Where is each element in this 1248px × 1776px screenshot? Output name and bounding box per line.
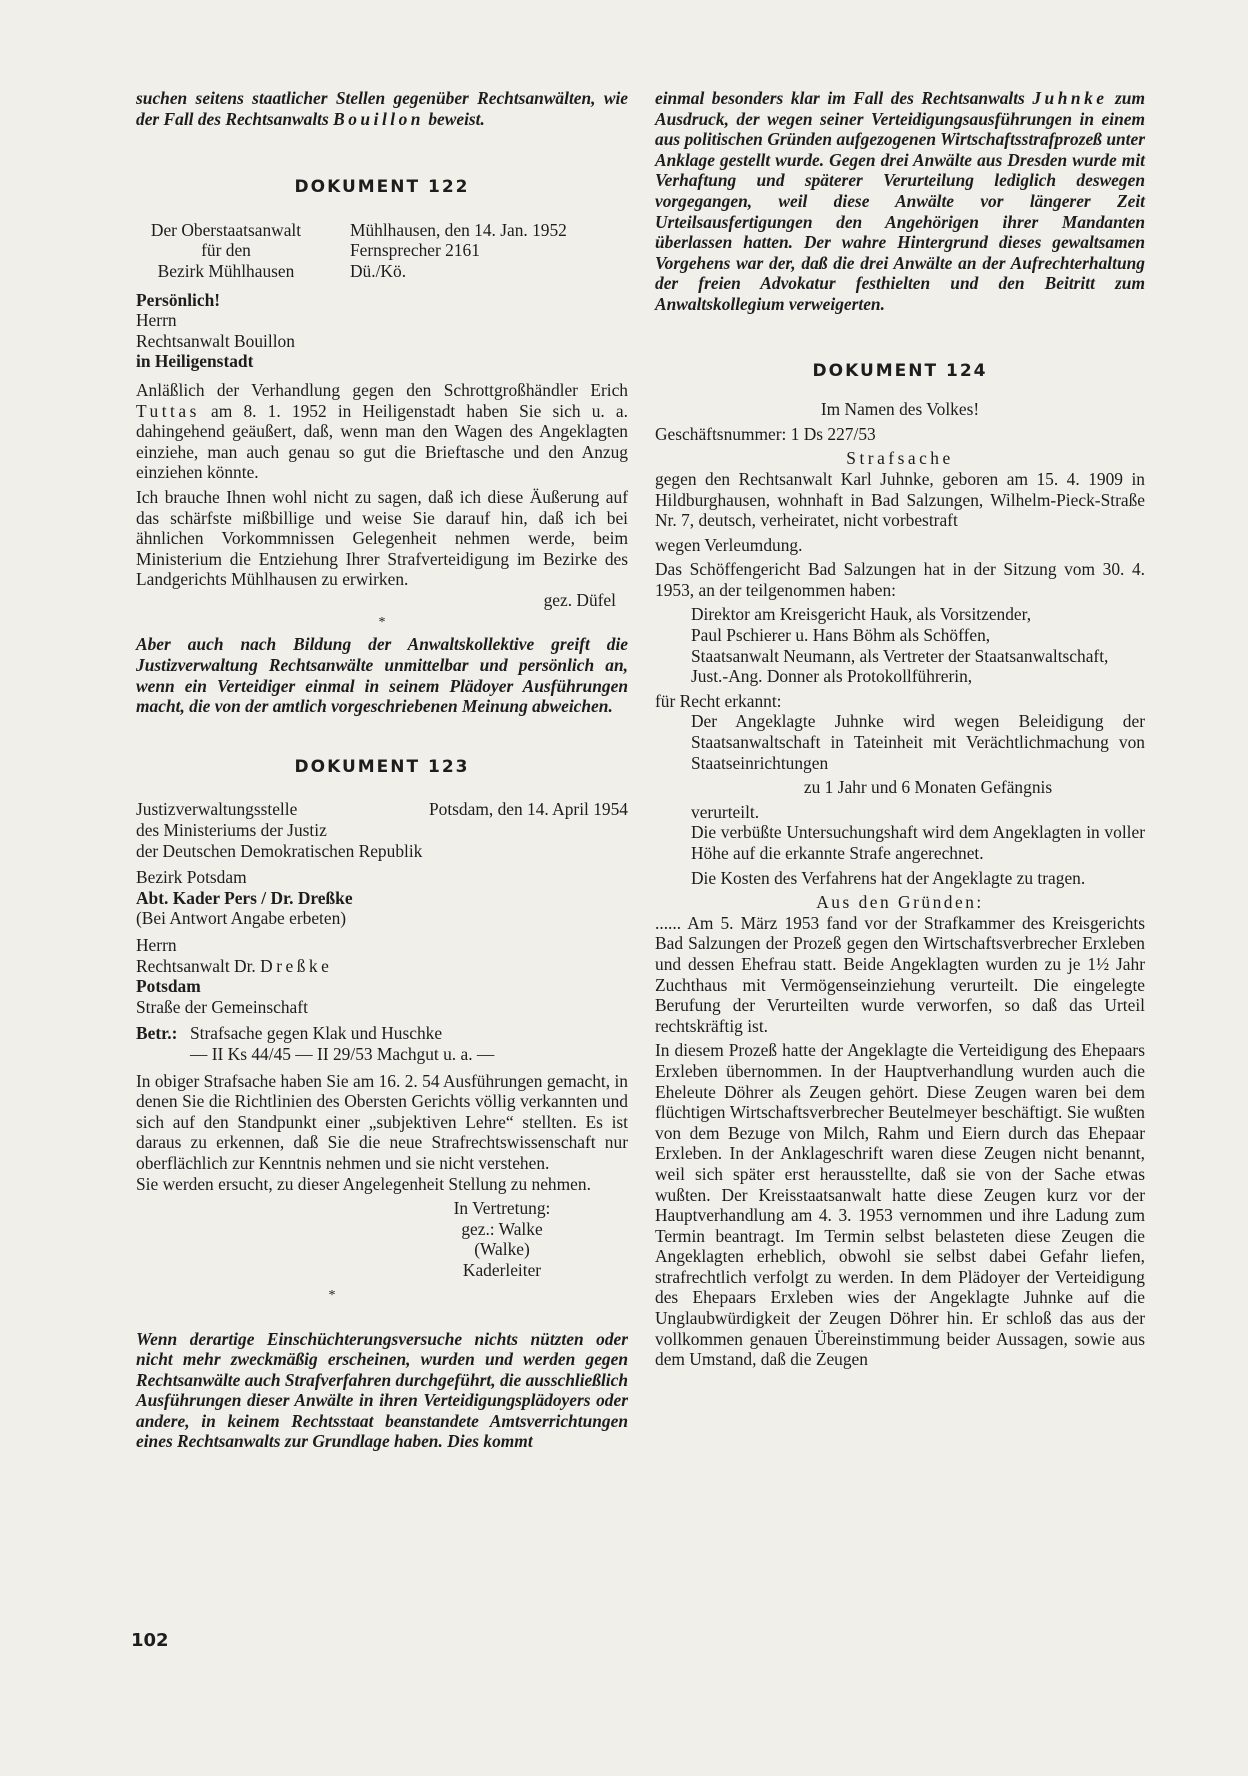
commentary-paragraph: Aber auch nach Bildung der Anwaltskollektive greift die Justizverwaltung Rechtsanwälte unmittelbar und persönlich an, wenn ein Verteidiger einmal in seinem Plädoyer Ausführungen macht, die von der amtlich vorgeschriebenen Meinung abweichen. xyxy=(136,634,628,717)
date-block: Mühlhausen, den 14. Jan. 1952 Fernsprecher 2161 Dü./Kö. xyxy=(350,219,567,281)
court-members: Direktor am Kreisgericht Hauk, als Vorsitzender, Paul Pschierer u. Hans Böhm als Schöffen, Staatsanwalt Neumann, als Vertreter der Staatsanwaltschaft, Just.-Ang. Donner als Protokollführerin, xyxy=(691,604,1109,687)
commentary-paragraph: Wenn derartige Einschüchterungsversuche nichts nützten oder nicht mehr zweckmäßig erscheinen, wurden und werden gegen Rechtsanwälte auch Strafverfahren durchgeführt, die ausschließlich Ausführungen dieser Anwälte in ihren Verteidigungsplädoyers oder andere, in keinem Rechtsstaat beanstandete Amtsverrichtungen eines Rechtsanwalts zur Grundlage haben. Dies kommt xyxy=(136,1328,628,1452)
document-123-title: DOKUMENT 123 xyxy=(294,756,470,777)
letter-body-paragraph: Sie werden ersucht, zu dieser Angelegenheit Stellung zu nehmen. xyxy=(136,1173,591,1194)
case-number: Geschäftsnummer: 1 Ds 227/53 xyxy=(655,423,876,444)
verdict-block: Der Angeklagte Juhnke wird wegen Beleidigung der Staatsanwaltschaft in Tateinheit mit Verächtlichmachung von Staatseinrichtungen zu 1 Jahr und 6 Monaten Gefängnis verurteilt. Die verbüßte Untersuchungshaft wird dem Angeklagten in voller Höhe auf die erkannte Strafe angerechnet. Die Kosten des Verfahrens hat der Angeklagte zu tragen. xyxy=(691,711,1145,888)
signature: gez. Düfel xyxy=(543,589,616,610)
verdict-heading: Im Namen des Volkes! xyxy=(820,399,980,420)
document-122-title: DOKUMENT 122 xyxy=(294,177,470,198)
case-type: Strafsache xyxy=(846,448,954,469)
left-column: suchen seitens staatlicher Stellen gegenüber Rechtsanwälten, wie der Fall des Rechtsanwalts Bouillon beweist. DOKUMENT 122 Der Oberstaatsanwalt für den Bezirk Mühlhausen Mühlhausen, den 14. Jan. 1952 Fernsprecher 2161 Dü./Kö. Persönlich! Herrn Rechtsanwalt Bouillon in Heiligenstadt Anläßlich der Verhandlung gegen den Schrottgroßhändler Erich Tuttas am 8. 1. 1952 in Heiligenstadt haben Sie sich u. a. dahingehend geäußert, daß, wenn man den Wagen des Angeklagten einziehe, man auch genau so gut die Brieftasche und den Anzug einziehen könnte. Ich brauche Ihnen wohl nicht zu sagen, daß ich diese Äußerung auf das schärfste mißbillige und weise Sie darauf hin, daß ich bei ähnlichen Vorkommnissen Gelegenheit nehmen werde, beim Ministerium die Entziehung Ihrer Strafverteidigung im Bezirke des Landgerichts Mühlhausen zu erwirken. gez. Düfel * Aber auch nach Bildung der Anwaltskollektive greift die Justizverwaltung Rechtsanwälte unmittelbar und persönlich an, wenn ein Verteidiger einmal in seinem Plädoyer Ausführungen macht, die von der amtlich vorgeschriebenen Meinung abweichen. DOKUMENT 123 Justizverwaltungsstelle Potsdam, den 14. April 1954 des Ministeriums der Justiz der Deutschen Demokratischen Republik Bezirk Potsdam Abt. Kader Pers / Dr. Dreßke (Bei Antwort Angabe erbeten) Herrn Rechtsanwalt Dr. Dreßke Potsdam Straße der Gemeinschaft Betr.: Strafsache gegen Klak und Huschke — II Ks 44/45 — II 29/53 Machgut u. a. — In obiger Strafsache haben Sie am 16. 2. 54 Ausführungen gemacht, in denen Sie die Richtlinien des Obersten Gerichts völlig verkannten und sich auf den Standpunkt einer „subjektiven Lehre“ stellten. Es ist daraus zu erkennen, daß Sie die neue Strafrechtswissenschaft nur oberflächlich zur Kenntnis nehmen und sie nicht verstehen. Sie werden ersucht, zu dieser Angelegenheit Stellung zu nehmen. In Vertretung: gez.: Walke (Walke) Kaderleiter * Wenn derartige Einschüchterungsversuche nichts nützten oder nicht mehr zweckmäßig erscheinen, wurden und werden gegen Rechtsanwälte auch Strafverfahren durchgeführt, die ausschließlich Ausführungen dieser Anwälte in ihren Verteidigungsplädoyers oder andere, in keinem Rechtsstaat beanstandete Amtsverrichtungen eines Rechtsanwalts zur Grundlage haben. Dies kommt xyxy=(136,88,628,1452)
commentary-paragraph: einmal besonders klar im Fall des Rechtsanwalts Juhnke zum Ausdruck, der wegen seiner Verteidigungsausführungen in einem aus politischen Gründen aufgezogenen Wirtschaftsstrafprozeß unter Anklage gestellt wurde. Gegen drei Anwälte aus Dresden wurde mit Verhaftung und späterer Verurteilung lediglich deswegen vorgegangen, weil diese Anwälte vor längerer Zeit Urteilsausfertigungen den Angehörigen ihrer Mandanten überlassen hatten. Der wahre Hintergrund dieses gewaltsamen Vorgehens war der, daß die drei Anwälte an der Aufrechterhaltung der freien Advokatur festhielten und den Beitritt zum Anwaltskollegium verweigerten. xyxy=(655,88,1145,314)
separator-star: * xyxy=(328,1287,336,1303)
reasons-heading: Aus den Gründen: xyxy=(816,892,984,913)
document-124-title: DOKUMENT 124 xyxy=(812,360,988,381)
letter-body-paragraph: In obiger Strafsache haben Sie am 16. 2. 54 Ausführungen gemacht, in denen Sie die Richtlinien des Obersten Gerichts völlig verkannten und sich auf den Standpunkt einer „subjektiven Lehre“ stellten. Es ist daraus zu erkennen, daß Sie die neue Strafrechtswissenschaft nur oberflächlich zur Kenntnis nehmen und sie nicht verstehen. xyxy=(136,1070,628,1173)
right-column: einmal besonders klar im Fall des Rechtsanwalts Juhnke zum Ausdruck, der wegen seiner Verteidigungsausführungen in einem aus politischen Gründen aufgezogenen Wirtschaftsstrafprozeß unter Anklage gestellt wurde. Gegen drei Anwälte aus Dresden wurde mit Verhaftung und späterer Verurteilung lediglich deswegen vorgegangen, weil diese Anwälte vor längerer Zeit Urteilsausfertigungen den Angehörigen ihrer Mandanten überlassen hatten. Der wahre Hintergrund dieses gewaltsamen Vorgehens war der, daß die drei Anwälte an der Aufrechterhaltung der freien Advokatur festhielten und den Beitritt zum Anwaltskollegium verweigerten. DOKUMENT 124 Im Namen des Volkes! Geschäftsnummer: 1 Ds 227/53 Strafsache gegen den Rechtsanwalt Karl Juhnke, geboren am 15. 4. 1909 in Hildburghausen, wohnhaft in Bad Salzungen, Wilhelm-Pieck-Straße Nr. 7, deutsch, verheiratet, nicht vorbestraft wegen Verleumdung. Das Schöffengericht Bad Salzungen hat in der Sitzung vom 30. 4. 1953, an der teilgenommen haben: Direktor am Kreisgericht Hauk, als Vorsitzender, Paul Pschierer u. Hans Böhm als Schöffen, Staatsanwalt Neumann, als Vertreter der Staatsanwaltschaft, Just.-Ang. Donner als Protokollführerin, für Recht erkannt: Der Angeklagte Juhnke wird wegen Beleidigung der Staatsanwaltschaft in Tateinheit mit Verächtlichmachung von Staatseinrichtungen zu 1 Jahr und 6 Monaten Gefängnis verurteilt. Die verbüßte Untersuchungshaft wird dem Angeklagten in voller Höhe auf die erkannte Strafe angerechnet. Die Kosten des Verfahrens hat der Angeklagte zu tragen. Aus den Gründen: ...... Am 5. März 1953 fand vor der Strafkammer des Kreisgerichts Bad Salzungen der Prozeß gegen den Wirtschaftsverbrecher Erxleben und dessen Ehefrau statt. Beide Angeklagten wurden zu je 1½ Jahr Zuchthaus mit Vermögenseinziehung verurteilt. Die eingelegte Berufung der Verurteilten wurde verworfen, so daß das Urteil rechtskräftig ist. In diesem Prozeß hatte der Angeklagte die Verteidigung des Ehepaars Erxleben übernommen. In der Hauptverhandlung wurden auch die Eheleute Döhrer als Zeugen gehört. Diese Zeugen waren bei dem flüchtigen Wirtschaftsverbrecher Beutelmeyer beschäftigt. Sie wußten von dem Bezuge von Milch, Rahm und Eiern durch das Ehepaar Erxleben. In der Anklageschrift waren diese Zeugen nicht benannt, weil sich später erst herausstellte, daß sie von der Sache etwas wußten. Der Kreisstaatsanwalt hatte diese Zeugen kurz vor der Hauptverhandlung am 4. 3. 1953 vernommen und ihre Ladung zum Termin beantragt. Im Termin selbst belasteten diese Zeugen die Angeklagten erheblich, obwohl sie selbst dabei Gefahr liefen, strafrechtlich verfolgt zu werden. In dem Plädoyer der Verteidigung des Ehepaars Erxleben wies der Angeklagte Juhnke auf die Unglaubwürdigkeit der Zeugen Döhrer hin. Er schloß das aus der vollkommen genauen Übereinstimmung beider Aussagen, sowie aus dem Umstand, daß die Zeugen xyxy=(655,88,1145,1370)
subject-line: Betr.: Strafsache gegen Klak und Huschke — II Ks 44/45 — II 29/53 Machgut u. a. — xyxy=(136,1023,495,1064)
sender-block: Der Oberstaatsanwalt für den Bezirk Mühlhausen xyxy=(150,219,302,281)
addressee: Herrn Rechtsanwalt Dr. Dreßke Potsdam Straße der Gemeinschaft xyxy=(136,935,333,1017)
signature-block: In Vertretung: gez.: Walke (Walke) Kaderleiter xyxy=(453,1198,551,1280)
separator-star: * xyxy=(378,615,386,631)
intro-paragraph: suchen seitens staatlicher Stellen gegenüber Rechtsanwälten, wie der Fall des Rechtsanwalts Bouillon beweist. xyxy=(136,88,628,129)
reasons-paragraph: In diesem Prozeß hatte der Angeklagte die Verteidigung des Ehepaars Erxleben übernommen. In der Hauptverhandlung wurden auch die Eheleute Döhrer als Zeugen gehört. Diese Zeugen waren bei dem flüchtigen Wirtschaftsverbrecher Beutelmeyer beschäftigt. Sie wußten von dem Bezuge von Milch, Rahm und Eiern durch das Ehepaar Erxleben. In der Anklageschrift waren diese Zeugen nicht benannt, weil sich später erst herausstellte, daß sie von der Sache etwas wußten. Der Kreisstaatsanwalt hatte diese Zeugen kurz vor der Hauptverhandlung am 4. 3. 1953 vernommen und ihre Ladung zum Termin beantragt. Im Termin selbst belasteten diese Zeugen die Angeklagten erheblich, obwohl sie selbst dabei Gefahr liefen, strafrechtlich verfolgt zu werden. In dem Plädoyer der Verteidigung des Ehepaars Erxleben wies der Angeklagte Juhnke auf die Unglaubwürdigkeit der Zeugen Döhrer hin. Er schloß das aus der vollkommen genauen Übereinstimmung beider Aussagen, sowie aus dem Umstand, daß die Zeugen xyxy=(655,1040,1145,1370)
letter-body-paragraph: Anläßlich der Verhandlung gegen den Schrottgroßhändler Erich Tuttas am 8. 1. 1952 in Heiligenstadt haben Sie sich u. a. dahingehend geäußert, daß, wenn man den Wagen des Angeklagten einziehe, man auch genau so gut die Brieftasche und den Anzug einziehen könnte. xyxy=(136,379,628,483)
document-122-header xyxy=(136,220,628,282)
personal-note: Persönlich! xyxy=(136,289,221,310)
reasons-paragraph: ...... Am 5. März 1953 fand vor der Strafkammer des Kreisgerichts Bad Salzungen der Prozeß gegen den Wirtschaftsverbrecher Erxleben und dessen Ehefrau statt. Beide Angeklagten wurden zu je 1½ Jahr Zuchthaus mit Vermögenseinziehung verurteilt. Die eingelegte Berufung der Verurteilten wurde verworfen, so daß das Urteil rechtskräftig ist. xyxy=(655,912,1145,1036)
addressee: Herrn Rechtsanwalt Bouillon in Heiligenstadt xyxy=(136,310,295,372)
letter-body-paragraph: Ich brauche Ihnen wohl nicht zu sagen, daß ich diese Äußerung auf das schärfste mißbillige und weise Sie darauf hin, daß ich bei ähnlichen Vorkommnissen Gelegenheit nehmen werde, beim Ministerium die Entziehung Ihrer Strafverteidigung im Bezirke des Landgerichts Mühlhausen zu erwirken. xyxy=(136,486,628,590)
document-123-header: Justizverwaltungsstelle Potsdam, den 14. April 1954 xyxy=(136,799,628,820)
page-number: 102 xyxy=(131,1630,169,1651)
